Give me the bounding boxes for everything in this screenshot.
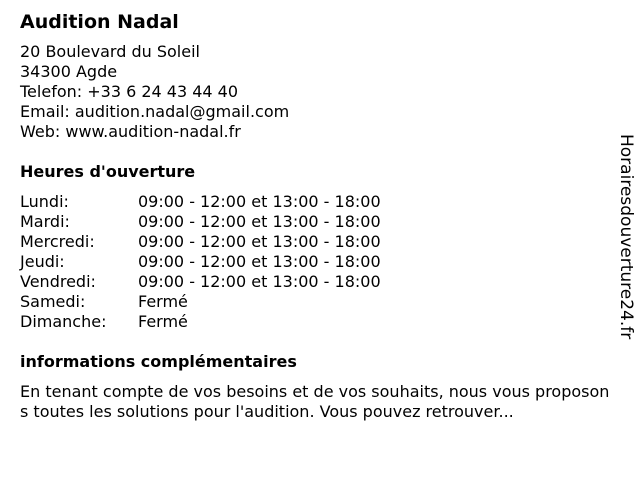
day-label: Mercredi: [20,232,95,251]
email-text: Email: audition.nadal@gmail.com [20,102,290,121]
hours-row-tuesday [20,212,610,232]
day-label: Lundi: [20,192,69,211]
day-hours: 09:00 - 12:00 et 13:00 - 18:00 [138,252,381,271]
hours-row-wednesday [20,232,610,252]
opening-hours-heading: Heures d'ouverture [20,162,196,181]
day-label: Dimanche: [20,312,107,331]
hours-row-thursday [20,252,610,272]
more-info-heading: informations complémentaires [20,352,297,371]
day-label: Samedi: [20,292,86,311]
hours-row-sunday [20,312,610,332]
day-label: Vendredi: [20,272,96,291]
day-hours: Fermé [138,292,188,311]
address-line-1: 20 Boulevard du Soleil [20,42,200,61]
phone-text: Telefon: +33 6 24 43 44 40 [20,82,239,101]
day-hours: 09:00 - 12:00 et 13:00 - 18:00 [138,232,381,251]
more-info-text: En tenant compte de vos besoins et de vos souhaits, nous vous proposons toutes les solutions pour l'audition. Vous pouvez retrouver... [20,382,610,421]
opening-hours-table [20,192,610,332]
day-label: Mardi: [20,212,70,231]
day-hours: 09:00 - 12:00 et 13:00 - 18:00 [138,192,381,211]
day-hours: 09:00 - 12:00 et 13:00 - 18:00 [138,272,381,291]
hours-row-friday [20,272,610,292]
day-label: Jeudi: [20,252,65,271]
hours-row-monday [20,192,610,212]
hours-row-saturday [20,292,610,312]
day-hours: 09:00 - 12:00 et 13:00 - 18:00 [138,212,381,231]
site-watermark: Horairesdouverture24.fr [616,134,636,340]
day-hours: Fermé [138,312,188,331]
address-line-2: 34300 Agde [20,62,118,81]
business-card [20,8,610,422]
website-text: Web: www.audition-nadal.fr [20,122,241,141]
business-name: Audition Nadal [20,11,179,33]
